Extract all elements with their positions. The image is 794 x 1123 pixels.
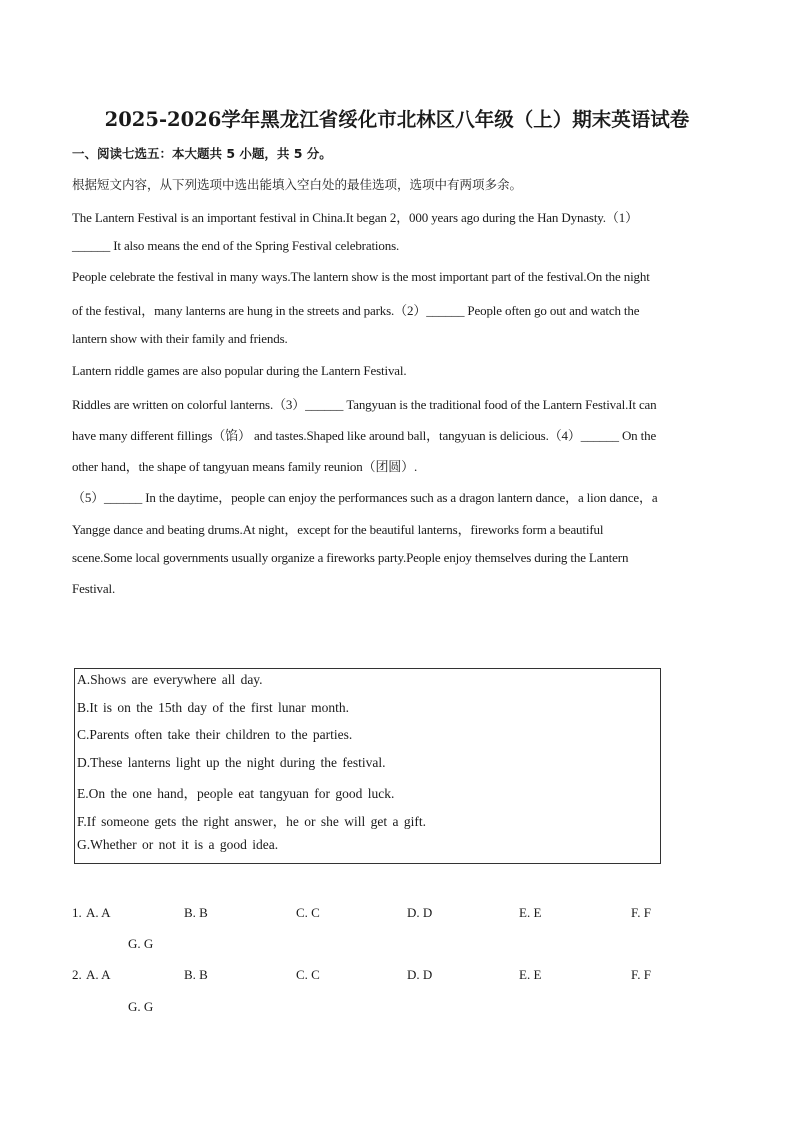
question-number: 2.: [72, 967, 82, 982]
passage-line: Lantern riddle games are also popular during the Lantern Festival.: [72, 363, 407, 378]
passage-line: Riddles are written on colorful lanterns.（3）______ Tangyuan is the traditional food of the Lantern Festival.It can: [72, 397, 657, 412]
passage-line: lantern show with their family and friends.: [72, 331, 288, 346]
choice-f[interactable]: F. F: [631, 905, 651, 920]
choice-c[interactable]: C. C: [296, 905, 320, 920]
choice-d[interactable]: D. D: [407, 967, 433, 982]
choice-a[interactable]: A. A: [86, 905, 111, 920]
choice-b[interactable]: B. B: [184, 967, 208, 982]
choice-g[interactable]: G. G: [128, 936, 154, 951]
choice-b[interactable]: B. B: [184, 905, 208, 920]
passage-line: （5）______ In the daytime，people can enjoy the performances such as a dragon lantern dance，a lion dance，a: [72, 490, 658, 505]
passage-line: The Lantern Festival is an important festival in China.It began 2，000 years ago during the Han Dynasty.（1）: [72, 210, 638, 225]
passage-line: Festival.: [72, 581, 116, 596]
option-c: C.Parents often take their children to the parties.: [77, 727, 353, 742]
section-heading: 一、阅读七选五：本大题共 5 小题，共 5 分。: [72, 146, 332, 161]
passage-line: ______ It also means the end of the Spring Festival celebrations.: [72, 238, 400, 253]
choice-e[interactable]: E. E: [519, 905, 542, 920]
passage-line: scene.Some local governments usually organize a fireworks party.People enjoy themselves during the Lantern: [72, 550, 629, 565]
options-box: [74, 668, 661, 864]
question-number: 1.: [72, 905, 82, 920]
passage-line: People celebrate the festival in many ways.The lantern show is the most important part of the festival.On the night: [72, 269, 650, 284]
page-title: 2025-2026学年黑龙江省绥化市北林区八年级（上）期末英语试卷: [104, 108, 690, 131]
choice-g[interactable]: G. G: [128, 999, 154, 1014]
choice-a[interactable]: A. A: [86, 967, 111, 982]
option-d: D.These lanterns light up the night during the festival.: [77, 755, 386, 770]
option-b: B.It is on the 15th day of the first lunar month.: [77, 700, 349, 715]
passage-line: of the festival，many lanterns are hung in the streets and parks.（2）______ People often go out and watch the: [72, 303, 640, 318]
choice-f[interactable]: F. F: [631, 967, 651, 982]
choice-d[interactable]: D. D: [407, 905, 433, 920]
choice-c[interactable]: C. C: [296, 967, 320, 982]
option-e: E.On the one hand，people eat tangyuan for good luck.: [77, 786, 395, 801]
passage-line: other hand，the shape of tangyuan means family reunion（团圆）.: [72, 459, 418, 474]
instruction-text: 根据短文内容，从下列选项中选出能填入空白处的最佳选项，选项中有两项多余。: [72, 177, 523, 192]
option-a: A.Shows are everywhere all day.: [77, 672, 263, 687]
passage-line: Yangge dance and beating drums.At night，except for the beautiful lanterns，fireworks form a beautiful: [72, 522, 604, 537]
choice-e[interactable]: E. E: [519, 967, 542, 982]
option-g: G.Whether or not it is a good idea.: [77, 837, 279, 852]
passage-line: have many different fillings（馅） and tastes.Shaped like around ball，tangyuan is delicious.（4）______ On the: [72, 428, 657, 443]
option-f: F.If someone gets the right answer，he or she will get a gift.: [77, 814, 426, 829]
